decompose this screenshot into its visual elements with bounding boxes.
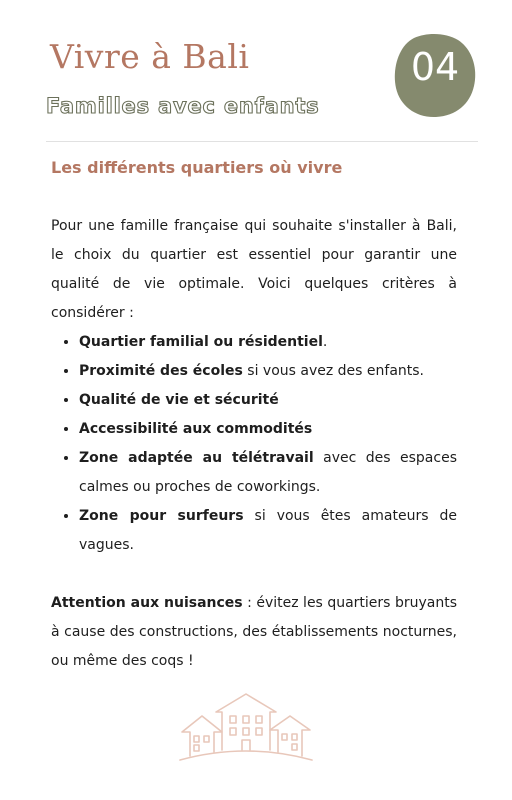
criteria-item: • Proximité des écoles si vous avez des enfants. bbox=[79, 357, 457, 386]
section-heading: Les différents quartiers où vivre bbox=[51, 158, 343, 177]
page-subtitle: Familles avec enfants bbox=[46, 94, 320, 118]
criteria-item: • Zone pour surfeurs si vous êtes amateurs de vagues. bbox=[79, 502, 457, 560]
page-number-badge bbox=[394, 32, 476, 118]
warning-paragraph: Attention aux nuisances : évitez les quartiers bruyants à cause des constructions, des établissements nocturnes, ou même des coqs ! bbox=[51, 595, 457, 669]
header-divider bbox=[46, 141, 478, 142]
criteria-item: • Quartier familial ou résidentiel. bbox=[79, 328, 457, 357]
criteria-item: • Zone adaptée au télétravail avec des espaces calmes ou proches de coworkings. bbox=[79, 444, 457, 502]
criteria-list bbox=[51, 328, 457, 560]
section-body bbox=[51, 212, 457, 676]
intro-paragraph: Pour une famille française qui souhaite s'installer à Bali, le choix du quartier est essentiel pour garantir une qualité de vie optimale. Voici quelques critères à considérer : bbox=[51, 218, 457, 321]
criteria-item: • Accessibilité aux commodités bbox=[79, 415, 457, 444]
criteria-item: • Qualité de vie et sécurité bbox=[79, 386, 457, 415]
page-title: Vivre à Bali bbox=[50, 37, 250, 76]
houses-logo-icon bbox=[176, 690, 316, 766]
page-number: 04 bbox=[410, 45, 460, 89]
